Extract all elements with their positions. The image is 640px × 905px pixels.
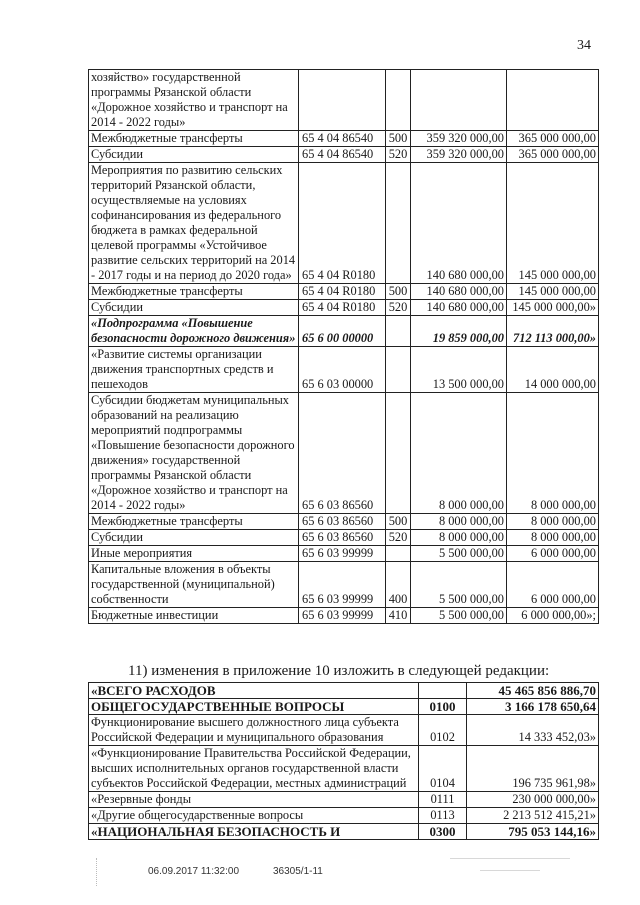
row-expense-type-cell [386,546,411,562]
row-name-cell: Субсидии [89,530,299,546]
row-amount-2019-cell: 6 000 000,00»; [507,608,599,624]
row-name-cell: «Подпрограмма «Повышение безопасности дорожного движения» [89,316,299,347]
section-name-cell: ОБЩЕГОСУДАРСТВЕННЫЕ ВОПРОСЫ [89,699,419,715]
row-expense-type-cell [386,70,411,131]
table-row [89,70,599,131]
section-name-cell: «НАЦИОНАЛЬНАЯ БЕЗОПАСНОСТЬ И [89,824,419,840]
section-code-cell: 0104 [419,746,467,792]
table-row [89,824,599,840]
section-amount-cell: 196 735 961,98» [467,746,599,792]
row-amount-2018-cell [411,70,507,131]
row-expense-type-cell: 500 [386,131,411,147]
section-code-cell: 0300 [419,824,467,840]
row-code-cell: 65 6 03 86560 [299,530,386,546]
row-name-cell: Мероприятия по развитию сельских территорий Рязанской области, осуществляемые на условиях софинансирования из федерального бюджета в рамках федеральной целевой программы «Устойчивое развитие сельских территорий на 2014 - 2017 годы и на период до 2020 года» [89,163,299,284]
row-name-cell: Субсидии бюджетам муниципальных образований на реализацию мероприятий подпрограммы «Повышение безопасности дорожного движения» государственной программы Рязанской области «Дорожное хозяйство и транспорт на 2014 - 2022 годы» [89,393,299,514]
row-expense-type-cell [386,316,411,347]
section-code-cell: 0100 [419,699,467,715]
row-code-cell: 65 6 03 99999 [299,562,386,608]
table-row [89,808,599,824]
row-amount-2019-cell: 8 000 000,00 [507,514,599,530]
row-name-cell: Субсидии [89,300,299,316]
table-row [89,562,599,608]
row-amount-2018-cell: 8 000 000,00 [411,393,507,514]
row-amount-2018-cell: 19 859 000,00 [411,316,507,347]
row-name-cell: Межбюджетные трансферты [89,514,299,530]
section-amount-cell: 2 213 512 415,21» [467,808,599,824]
faint-signature-line [480,870,540,871]
row-amount-2018-cell: 359 320 000,00 [411,147,507,163]
row-name-cell: Иные мероприятия [89,546,299,562]
row-amount-2019-cell [507,70,599,131]
row-amount-2018-cell: 5 500 000,00 [411,608,507,624]
row-amount-2019-cell: 8 000 000,00 [507,393,599,514]
table-row [89,514,599,530]
row-amount-2019-cell: 365 000 000,00 [507,147,599,163]
row-expense-type-cell: 520 [386,147,411,163]
row-expense-type-cell: 520 [386,300,411,316]
row-expense-type-cell: 410 [386,608,411,624]
stamp-mark [96,858,115,886]
table-row [89,546,599,562]
table-row [89,300,599,316]
budget-table-sections [88,682,599,840]
row-amount-2018-cell: 140 680 000,00 [411,284,507,300]
row-amount-2019-cell: 6 000 000,00 [507,562,599,608]
row-name-cell: хозяйство» государственной программы Рязанской области «Дорожное хозяйство и транспорт на 2014 - 2022 годы» [89,70,299,131]
row-name-cell: Межбюджетные трансферты [89,284,299,300]
row-code-cell: 65 4 04 86540 [299,147,386,163]
row-name-cell: Межбюджетные трансферты [89,131,299,147]
section-amount-cell: 14 333 452,03» [467,715,599,746]
section-amount-cell: 795 053 144,16» [467,824,599,840]
row-amount-2019-cell: 145 000 000,00 [507,284,599,300]
budget-table-program [88,69,599,624]
section-code-cell: 0113 [419,808,467,824]
page-number: 34 [577,38,591,53]
section-amount-cell: 230 000 000,00» [467,792,599,808]
table-row [89,284,599,300]
row-code-cell: 65 4 04 R0180 [299,163,386,284]
row-amount-2018-cell: 140 680 000,00 [411,300,507,316]
faint-signature-line [450,858,570,859]
row-expense-type-cell [386,347,411,393]
row-expense-type-cell: 500 [386,514,411,530]
table-row [89,147,599,163]
row-code-cell: 65 4 04 86540 [299,131,386,147]
row-name-cell: «Развитие системы организации движения транспортных средств и пешеходов [89,347,299,393]
row-code-cell: 65 6 03 99999 [299,608,386,624]
row-amount-2019-cell: 14 000 000,00 [507,347,599,393]
row-code-cell: 65 6 03 86560 [299,393,386,514]
table-row [89,530,599,546]
section-amount-cell: 45 465 856 886,70 [467,683,599,699]
amendment-note: 11) изменения в приложение 10 изложить в следующей редакции: [128,663,550,679]
table-row [89,746,599,792]
row-code-cell: 65 4 04 R0180 [299,300,386,316]
row-code-cell [299,70,386,131]
table-row [89,792,599,808]
table-row [89,393,599,514]
section-code-cell [419,683,467,699]
footer-timestamp: 06.09.2017 11:32:00 [148,866,240,877]
row-amount-2018-cell: 359 320 000,00 [411,131,507,147]
section-code-cell: 0102 [419,715,467,746]
row-name-cell: Бюджетные инвестиции [89,608,299,624]
table-row [89,715,599,746]
row-amount-2019-cell: 712 113 000,00» [507,316,599,347]
section-name-cell: «ВСЕГО РАСХОДОВ [89,683,419,699]
row-amount-2018-cell: 140 680 000,00 [411,163,507,284]
section-name-cell: Функционирование высшего должностного лица субъекта Российской Федерации и муниципального образования [89,715,419,746]
row-expense-type-cell: 520 [386,530,411,546]
row-expense-type-cell [386,393,411,514]
row-amount-2019-cell: 6 000 000,00 [507,546,599,562]
row-amount-2019-cell: 365 000 000,00 [507,131,599,147]
row-amount-2018-cell: 8 000 000,00 [411,530,507,546]
table-row [89,608,599,624]
section-name-cell: «Другие общегосударственные вопросы [89,808,419,824]
table-row [89,683,599,699]
table-row [89,347,599,393]
section-amount-cell: 3 166 178 650,64 [467,699,599,715]
section-name-cell: «Резервные фонды [89,792,419,808]
row-code-cell: 65 6 00 00000 [299,316,386,347]
table-row [89,316,599,347]
row-name-cell: Капитальные вложения в объекты государственной (муниципальной) собственности [89,562,299,608]
row-name-cell: Субсидии [89,147,299,163]
row-amount-2018-cell: 8 000 000,00 [411,514,507,530]
row-amount-2018-cell: 5 500 000,00 [411,562,507,608]
row-amount-2019-cell: 145 000 000,00» [507,300,599,316]
row-amount-2019-cell: 145 000 000,00 [507,163,599,284]
table-row [89,131,599,147]
row-expense-type-cell: 400 [386,562,411,608]
footer-document-id: 36305/1-11 [273,866,323,877]
table-row [89,699,599,715]
row-expense-type-cell: 500 [386,284,411,300]
section-code-cell: 0111 [419,792,467,808]
row-expense-type-cell [386,163,411,284]
row-code-cell: 65 6 03 86560 [299,514,386,530]
row-amount-2018-cell: 5 500 000,00 [411,546,507,562]
row-code-cell: 65 6 03 00000 [299,347,386,393]
section-name-cell: «Функционирование Правительства Российской Федерации, высших исполнительных органов государственной власти субъектов Российской Федерации, местных администраций [89,746,419,792]
row-code-cell: 65 6 03 99999 [299,546,386,562]
row-amount-2018-cell: 13 500 000,00 [411,347,507,393]
row-amount-2019-cell: 8 000 000,00 [507,530,599,546]
table-row [89,163,599,284]
row-code-cell: 65 4 04 R0180 [299,284,386,300]
